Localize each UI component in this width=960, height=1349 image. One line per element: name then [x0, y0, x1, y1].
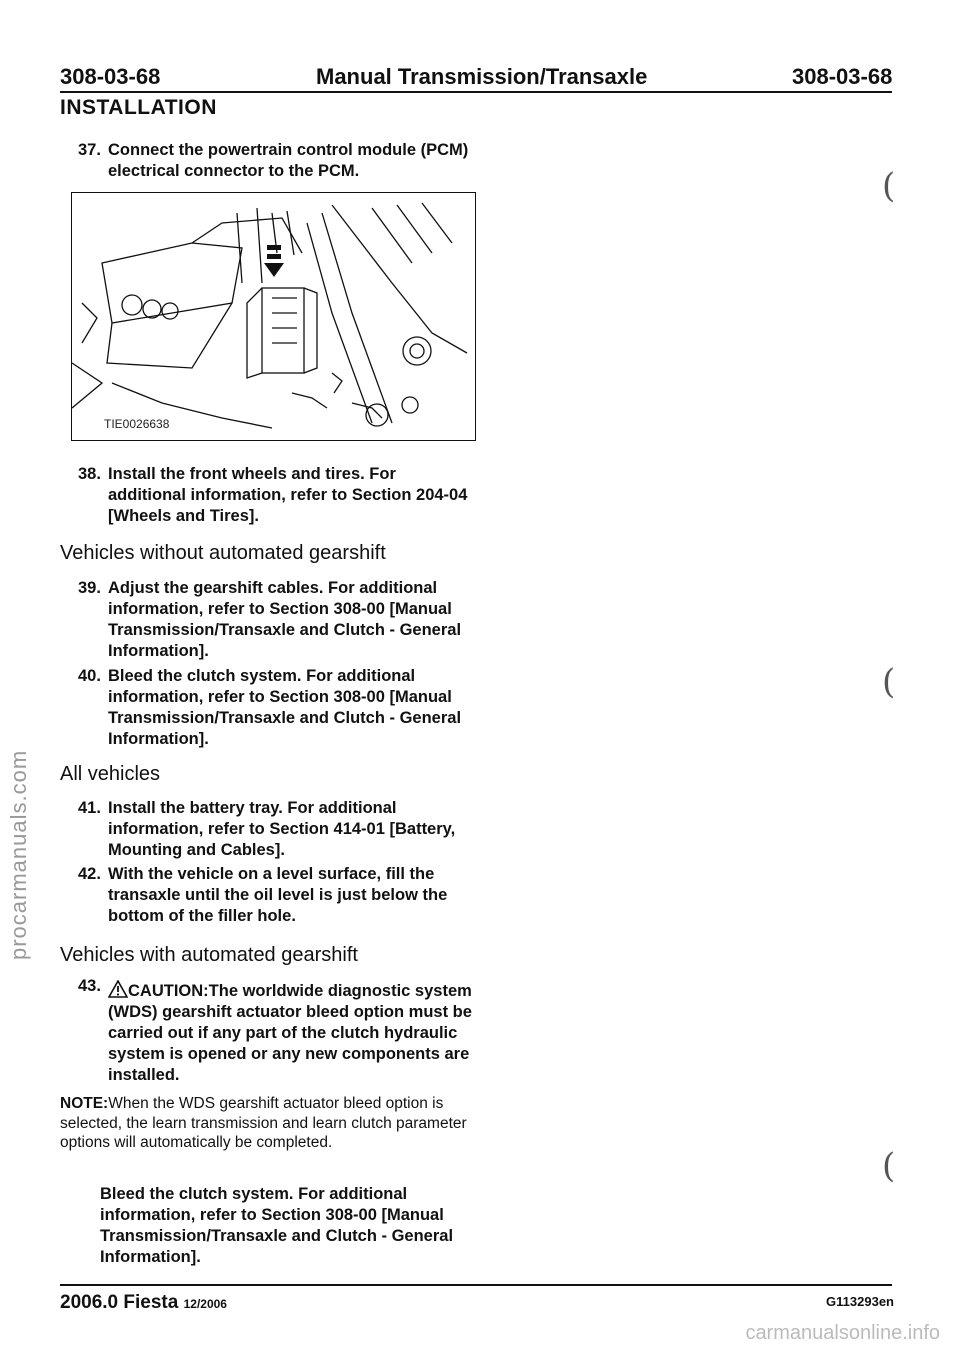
footer-date: 12/2006 — [183, 1297, 227, 1311]
step-number: 37. — [78, 141, 101, 159]
step-number: 38. — [78, 465, 101, 483]
page-title: Manual Transmission/Transaxle — [316, 64, 648, 89]
footer-model-text: 2006.0 Fiesta — [60, 1292, 179, 1313]
margin-bracket-mark: ( — [882, 1146, 896, 1186]
step-number: 40. — [78, 667, 101, 685]
step-38 — [78, 464, 478, 527]
page-number-right: 308-03-68 — [792, 64, 893, 89]
footer-rule — [60, 1284, 892, 1286]
footer-code: G113293en — [826, 1294, 894, 1309]
note-text: When the WDS gearshift actuator bleed option is selected, the learn transmission and learn clutch parameter options will automatically be completed. — [60, 1095, 467, 1151]
side-watermark: procarmanuals.com — [6, 749, 31, 960]
margin-bracket-mark: ( — [882, 166, 896, 206]
header-rule — [60, 91, 892, 93]
section-heading: INSTALLATION — [60, 96, 217, 119]
step-41 — [78, 798, 478, 861]
step-text: Adjust the gearshift cables. For additional information, refer to Section 308-00 [Manual Transmission/Transaxle and Clutch - General Information]. — [108, 579, 462, 660]
figure-pcm-connector — [71, 192, 476, 441]
step-text: With the vehicle on a level surface, fill the transaxle until the oil level is just below the bottom of the filler hole. — [108, 865, 448, 925]
figure-id: TIE0026638 — [104, 417, 170, 431]
step-39 — [78, 578, 488, 662]
bottom-watermark: carmanualsonline.info — [745, 1322, 940, 1344]
margin-bracket-mark: ( — [882, 662, 896, 702]
note-label: NOTE: — [60, 1095, 109, 1112]
caution-icon — [108, 980, 128, 998]
footer-model — [60, 1292, 227, 1314]
step-text: Connect the powertrain control module (PCM) electrical connector to the PCM. — [108, 141, 469, 180]
step-number: 42. — [78, 865, 101, 883]
step-42 — [78, 864, 478, 927]
step-text: Install the front wheels and tires. For additional information, refer to Section 204-04 [Wheels and Tires]. — [108, 465, 468, 525]
step-text: Install the battery tray. For additional information, refer to Section 414-01 [Battery, Mounting and Cables]. — [108, 799, 456, 859]
subheading-without-automated: Vehicles without automated gearshift — [60, 542, 386, 564]
step-43 — [78, 977, 478, 1086]
caution-text: CAUTION:The worldwide diagnostic system (WDS) gearshift actuator bleed option must be carried out if any part of the clutch hydraulic system is opened or any new components are installed. — [108, 982, 472, 1084]
pcm-illustration — [72, 193, 475, 440]
step-37 — [78, 140, 478, 182]
note — [60, 1094, 480, 1153]
step-40 — [78, 666, 488, 750]
step-number: 39. — [78, 579, 101, 597]
step-number: 43. — [78, 977, 101, 995]
step-number: 41. — [78, 799, 101, 817]
subheading-all-vehicles: All vehicles — [60, 763, 161, 785]
subheading-with-automated: Vehicles with automated gearshift — [60, 944, 358, 966]
step-text: Bleed the clutch system. For additional information, refer to Section 308-00 [Manual Transmission/Transaxle and Clutch - General Information]. — [108, 667, 462, 748]
page-number-left: 308-03-68 — [60, 64, 161, 89]
bleed-instruction: Bleed the clutch system. For additional information, refer to Section 308-00 [Manual Transmission/Transaxle and Clutch - General Information]. — [100, 1185, 454, 1266]
